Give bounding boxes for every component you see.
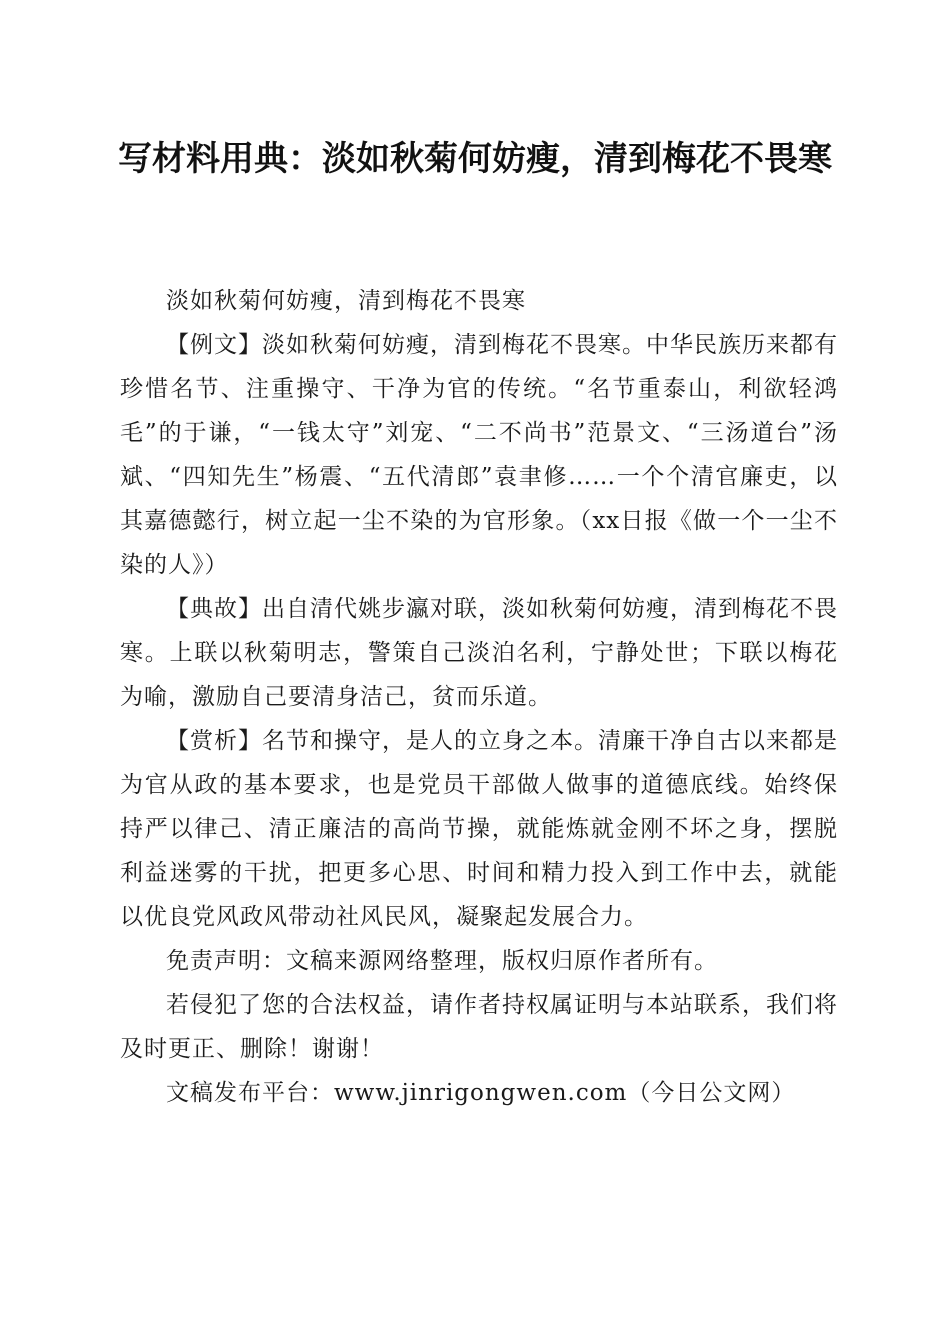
document-body [120,279,838,1115]
paragraph-example: 【例文】淡如秋菊何妨瘦，清到梅花不畏寒。中华民族历来都有珍惜名节、注重操守、干净为官的传统。“名节重泰山，利欲轻鸿毛”的于谦，“一钱太守”刘宠、“二不尚书”范景文、“三汤道台”汤斌、“四知先生”杨震、“五代清郎”袁聿修……一个个清官廉吏，以其嘉德懿行，树立起一尘不染的为官形象。（xx日报《做一个一尘不染的人》） [120,332,838,578]
paragraph-subtitle: 淡如秋菊何妨瘦，清到梅花不畏寒 [166,288,526,314]
document-title: 写材料用典：淡如秋菊何妨瘦，清到梅花不畏寒 [118,139,832,179]
paragraph-disclaimer: 免责声明：文稿来源网络整理，版权归原作者所有。 [166,948,718,974]
paragraph-contact-note: 若侵犯了您的合法权益，请作者持权属证明与本站联系，我们将及时更正、删除！谢谢！ [120,992,838,1062]
paragraph-publisher: 文稿发布平台：www.jinrigongwen.com（今日公文网） [166,1080,796,1106]
paragraph-allusion: 【典故】出自清代姚步瀛对联，淡如秋菊何妨瘦，清到梅花不畏寒。上联以秋菊明志，警策自己淡泊名利，宁静处世；下联以梅花为喻，激励自己要清身洁己，贫而乐道。 [120,596,838,710]
paragraph-appreciation: 【赏析】名节和操守，是人的立身之本。清廉干净自古以来都是为官从政的基本要求，也是党员干部做人做事的道德底线。始终保持严以律己、清正廉洁的高尚节操，就能炼就金刚不坏之身，摆脱利益迷雾的干扰，把更多心思、时间和精力投入到工作中去，就能以优良党风政风带动社风民风，凝聚起发展合力。 [120,728,838,930]
